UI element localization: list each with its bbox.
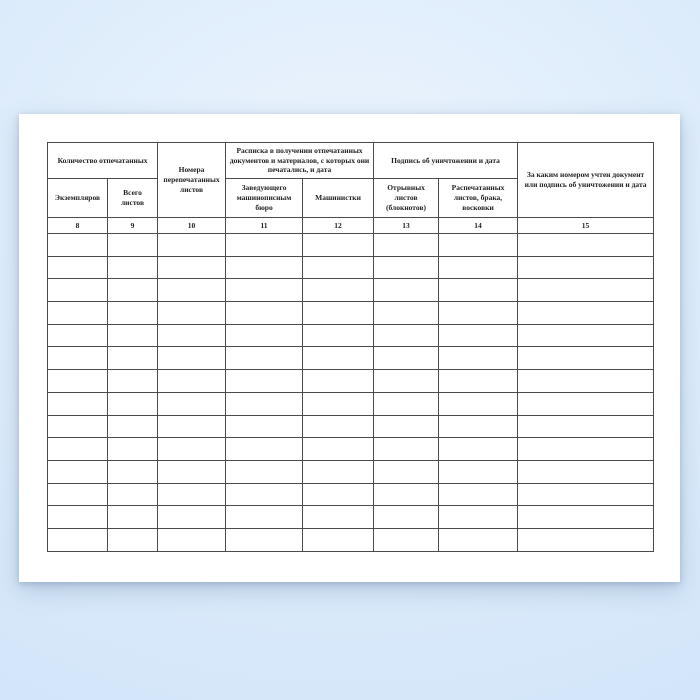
empty-cell <box>226 506 303 529</box>
table-row <box>48 415 654 438</box>
empty-cell <box>48 483 108 506</box>
header-col-reprinted-numbers: Номера перепечатанных листов <box>158 143 226 218</box>
empty-cell <box>439 370 518 393</box>
empty-cell <box>48 370 108 393</box>
empty-cell <box>48 256 108 279</box>
empty-cell <box>518 392 654 415</box>
empty-cell <box>108 302 158 325</box>
empty-cell <box>48 506 108 529</box>
empty-cell <box>48 347 108 370</box>
column-numbers-row <box>48 218 654 234</box>
empty-cell <box>518 324 654 347</box>
empty-cell <box>303 256 374 279</box>
empty-cell <box>108 234 158 257</box>
table-row <box>48 438 654 461</box>
empty-cell <box>226 256 303 279</box>
empty-cell <box>226 528 303 551</box>
empty-cell <box>303 438 374 461</box>
registration-log-table <box>47 142 654 552</box>
empty-cell <box>303 324 374 347</box>
column-number-14: 14 <box>439 218 518 234</box>
empty-cell <box>303 415 374 438</box>
empty-cell <box>226 392 303 415</box>
empty-cell <box>374 302 439 325</box>
header-col-copies: Экземпляров <box>48 179 108 218</box>
table-row <box>48 392 654 415</box>
empty-cell <box>108 392 158 415</box>
empty-cell <box>226 483 303 506</box>
empty-cell <box>439 415 518 438</box>
empty-cell <box>226 460 303 483</box>
empty-cell <box>158 392 226 415</box>
empty-cell <box>226 324 303 347</box>
table-row <box>48 324 654 347</box>
empty-cell <box>108 324 158 347</box>
empty-cell <box>48 279 108 302</box>
empty-cell <box>374 347 439 370</box>
empty-cell <box>518 438 654 461</box>
empty-cell <box>226 279 303 302</box>
header-group-destruction: Подпись об уничтожении и дата <box>374 143 518 179</box>
empty-cell <box>158 415 226 438</box>
empty-cell <box>158 438 226 461</box>
column-number-8: 8 <box>48 218 108 234</box>
empty-cell <box>158 347 226 370</box>
header-group-printed-count: Количество отпечатанных <box>48 143 158 179</box>
empty-cell <box>158 256 226 279</box>
header-col-total-sheets: Всего листов <box>108 179 158 218</box>
empty-cell <box>374 528 439 551</box>
empty-cell <box>303 279 374 302</box>
column-number-11: 11 <box>226 218 303 234</box>
empty-cell <box>226 347 303 370</box>
empty-cell <box>48 460 108 483</box>
empty-cell <box>108 256 158 279</box>
empty-cell <box>158 460 226 483</box>
empty-cell <box>518 279 654 302</box>
empty-cell <box>374 279 439 302</box>
empty-cell <box>48 528 108 551</box>
empty-cell <box>303 347 374 370</box>
empty-cell <box>374 370 439 393</box>
table-row <box>48 460 654 483</box>
empty-cell <box>48 324 108 347</box>
empty-cell <box>518 506 654 529</box>
table-row <box>48 347 654 370</box>
empty-cell <box>158 279 226 302</box>
empty-cell <box>518 302 654 325</box>
empty-cell <box>518 415 654 438</box>
empty-cell <box>518 483 654 506</box>
table-row <box>48 234 654 257</box>
empty-cell <box>518 347 654 370</box>
empty-cell <box>518 460 654 483</box>
header-col-printed-waste: Распечатанных листов, брака, восковки <box>439 179 518 218</box>
empty-cell <box>303 460 374 483</box>
empty-cell <box>374 438 439 461</box>
empty-cell <box>303 528 374 551</box>
column-number-10: 10 <box>158 218 226 234</box>
empty-cell <box>439 302 518 325</box>
column-number-15: 15 <box>518 218 654 234</box>
empty-cell <box>108 438 158 461</box>
empty-cell <box>518 370 654 393</box>
empty-cell <box>108 528 158 551</box>
header-col-typist: Машинистки <box>303 179 374 218</box>
empty-cell <box>158 528 226 551</box>
empty-cell <box>374 415 439 438</box>
empty-cell <box>439 483 518 506</box>
empty-cell <box>158 324 226 347</box>
empty-cell <box>48 415 108 438</box>
column-number-9: 9 <box>108 218 158 234</box>
empty-cell <box>303 392 374 415</box>
empty-rows-body <box>48 234 654 552</box>
empty-cell <box>303 302 374 325</box>
empty-cell <box>439 256 518 279</box>
empty-cell <box>108 347 158 370</box>
empty-cell <box>48 302 108 325</box>
column-number-12: 12 <box>303 218 374 234</box>
empty-cell <box>439 506 518 529</box>
empty-cell <box>303 483 374 506</box>
empty-cell <box>108 506 158 529</box>
empty-cell <box>374 483 439 506</box>
empty-cell <box>226 234 303 257</box>
table-row <box>48 506 654 529</box>
empty-cell <box>374 392 439 415</box>
empty-cell <box>374 256 439 279</box>
empty-cell <box>439 460 518 483</box>
header-group-receipt: Расписка в получении отпечатанных документов и материалов, с которых они печатались, и дата <box>226 143 374 179</box>
empty-cell <box>374 234 439 257</box>
table-row <box>48 528 654 551</box>
empty-cell <box>374 506 439 529</box>
empty-cell <box>158 483 226 506</box>
empty-cell <box>158 506 226 529</box>
empty-cell <box>48 438 108 461</box>
empty-cell <box>108 483 158 506</box>
empty-cell <box>374 324 439 347</box>
table-row <box>48 370 654 393</box>
table-row <box>48 483 654 506</box>
header-col-registered-number: За каким номером учтен документ или подпись об уничтожении и дата <box>518 143 654 218</box>
empty-cell <box>374 460 439 483</box>
empty-cell <box>108 460 158 483</box>
empty-cell <box>108 415 158 438</box>
empty-cell <box>108 279 158 302</box>
empty-cell <box>518 528 654 551</box>
table-row <box>48 256 654 279</box>
empty-cell <box>439 392 518 415</box>
empty-cell <box>518 234 654 257</box>
empty-cell <box>439 528 518 551</box>
header-group-row <box>48 143 654 179</box>
empty-cell <box>303 370 374 393</box>
table-row <box>48 279 654 302</box>
empty-cell <box>48 234 108 257</box>
empty-cell <box>439 324 518 347</box>
empty-cell <box>439 347 518 370</box>
empty-cell <box>158 234 226 257</box>
empty-cell <box>226 438 303 461</box>
empty-cell <box>226 415 303 438</box>
empty-cell <box>303 506 374 529</box>
header-col-typing-bureau-head: Заведующего машинописным бюро <box>226 179 303 218</box>
column-number-13: 13 <box>374 218 439 234</box>
empty-cell <box>439 438 518 461</box>
empty-cell <box>226 302 303 325</box>
empty-cell <box>439 279 518 302</box>
empty-cell <box>48 392 108 415</box>
empty-cell <box>108 370 158 393</box>
header-col-tearoff-sheets: Отрывных листов (блокнотов) <box>374 179 439 218</box>
empty-cell <box>158 370 226 393</box>
empty-cell <box>439 234 518 257</box>
table-row <box>48 302 654 325</box>
empty-cell <box>226 370 303 393</box>
empty-cell <box>158 302 226 325</box>
document-page <box>19 114 680 582</box>
empty-cell <box>303 234 374 257</box>
empty-cell <box>518 256 654 279</box>
